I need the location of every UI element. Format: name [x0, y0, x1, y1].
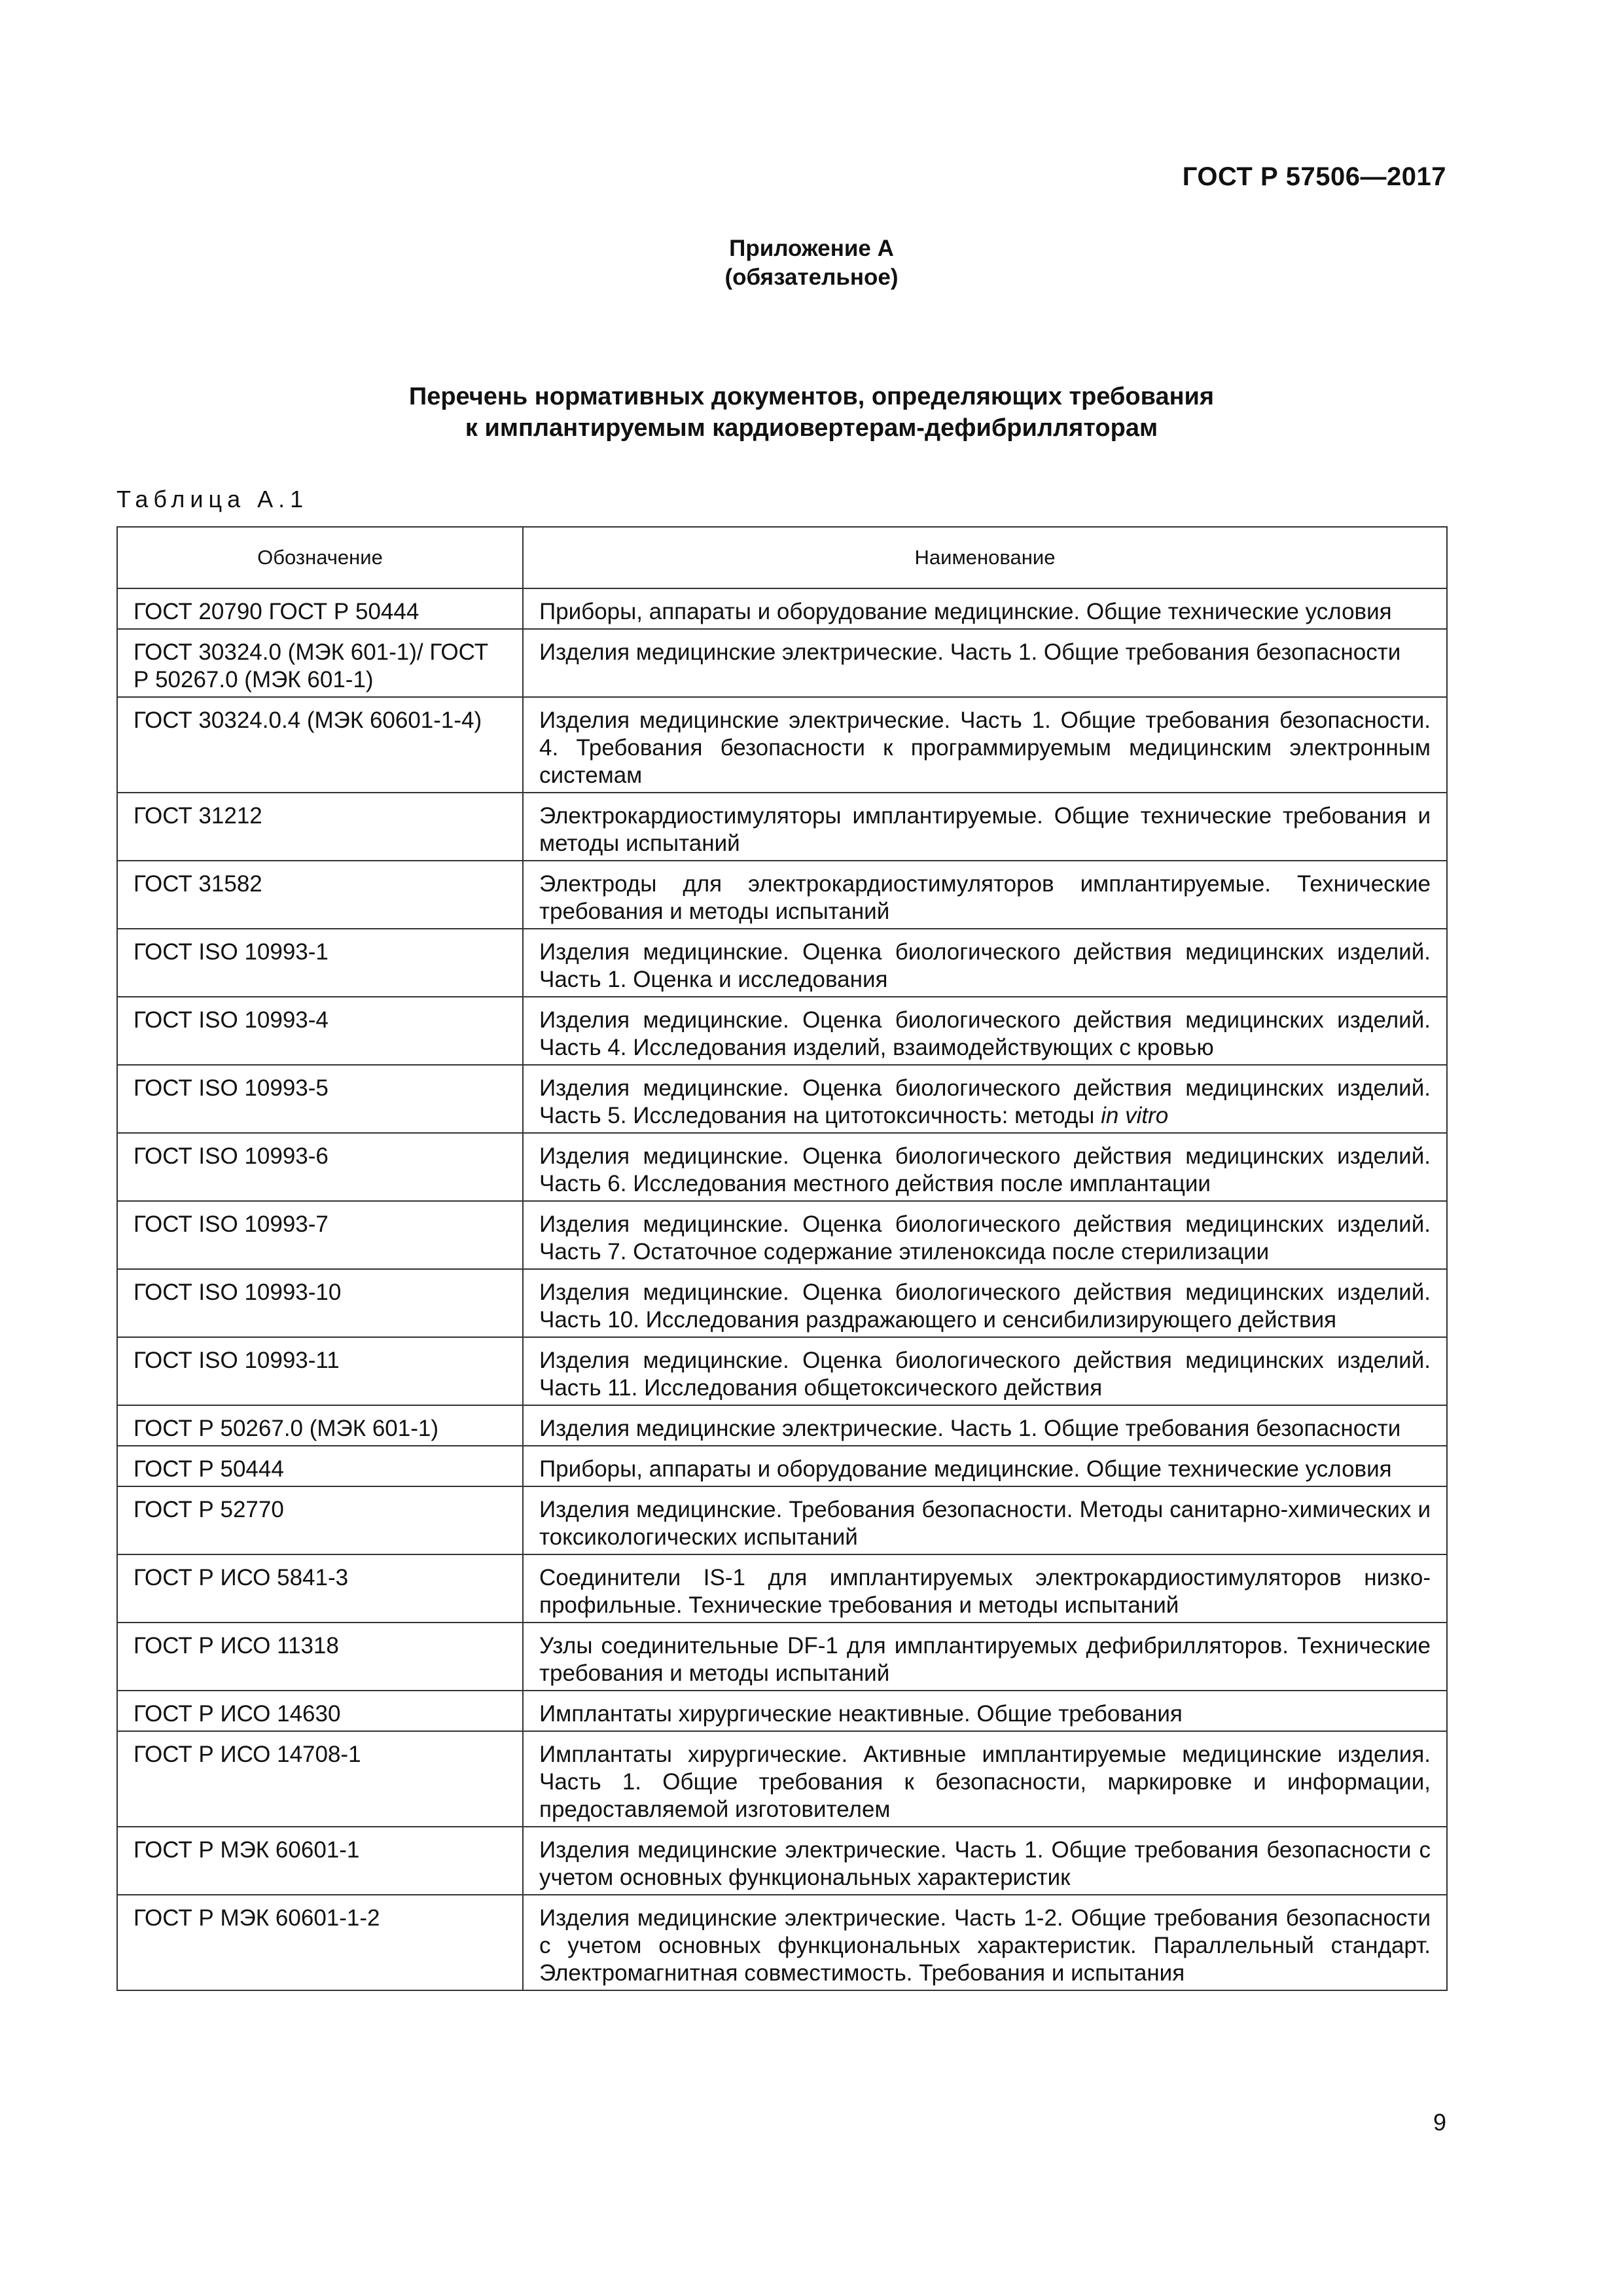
document-designation: ГОСТ ISO 10993-7: [117, 1201, 523, 1269]
document-name: [523, 1731, 1447, 1827]
document-name: [523, 929, 1447, 997]
page-title: [0, 381, 1623, 444]
table-row: [117, 1201, 1447, 1269]
document-name-text: Узлы соединительные DF-1 для имплантируемых дефибрилляторов. Технические требования и методы испытаний: [539, 1633, 1431, 1686]
document-name: [523, 1269, 1447, 1337]
document-name-text: Изделия медицинские. Оценка биологического действия медицинских изделий. Часть 1. Оценка и исследования: [539, 939, 1431, 992]
appendix-heading: [0, 234, 1623, 292]
table-row: [117, 1337, 1447, 1405]
table-row: [117, 588, 1447, 629]
header-designation: Обозначение: [117, 527, 523, 588]
document-name-italic: in vitro: [1101, 1103, 1169, 1128]
document-name-text: Изделия медицинские. Оценка биологического действия медицинских изделий. Часть 6. Исследования местного действия после имплантации: [539, 1143, 1431, 1196]
document-name: [523, 697, 1447, 793]
table-row: [117, 997, 1447, 1065]
document-name: [523, 1827, 1447, 1895]
document-name: [523, 861, 1447, 929]
table-row: [117, 1405, 1447, 1446]
title-line-1: Перечень нормативных документов, определяющих требования: [408, 383, 1215, 410]
table-row: [117, 1623, 1447, 1691]
document-name-text: Приборы, аппараты и оборудование медицинские. Общие технические условия: [539, 1456, 1392, 1482]
document-designation: ГОСТ Р ИСО 14708-1: [117, 1731, 523, 1827]
document-designation: ГОСТ Р 50267.0 (МЭК 601-1): [117, 1405, 523, 1446]
document-name: [523, 1337, 1447, 1405]
table-row: [117, 697, 1447, 793]
table-row: [117, 1895, 1447, 1990]
document-designation: ГОСТ 31582: [117, 861, 523, 929]
document-name: [523, 1405, 1447, 1446]
document-name: [523, 1446, 1447, 1486]
document-name: [523, 1691, 1447, 1731]
document-name-text: Имплантаты хирургические неактивные. Общие требования: [539, 1701, 1183, 1727]
document-designation: ГОСТ Р 52770: [117, 1486, 523, 1554]
document-name: [523, 588, 1447, 629]
document-name: [523, 1133, 1447, 1201]
document-name: [523, 1065, 1447, 1133]
table-row: [117, 1731, 1447, 1827]
document-name: [523, 1895, 1447, 1990]
document-name-text: Изделия медицинские электрические. Часть 1. Общие требования безопасности. 4. Требования безопасности к программируемым медицинским электронным системам: [539, 708, 1431, 788]
document-code: ГОСТ Р 57506—2017: [1182, 162, 1446, 191]
document-name-text: Приборы, аппараты и оборудование медицинские. Общие технические условия: [539, 599, 1392, 624]
table-row: [117, 861, 1447, 929]
table-row: [117, 793, 1447, 861]
table-row: [117, 1065, 1447, 1133]
document-name-text: Изделия медицинские электрические. Часть 1. Общие требования безопасности: [539, 1416, 1401, 1441]
document-name-text: Изделия медицинские. Оценка биологического действия медицинских изделий. Часть 4. Исследования изделий, взаимодействующих с кровью: [539, 1007, 1431, 1060]
table-row: [117, 1446, 1447, 1486]
document-name-text: Изделия медицинские электрические. Часть 1. Общие требования безопасности: [539, 639, 1401, 665]
document-designation: ГОСТ Р МЭК 60601-1: [117, 1827, 523, 1895]
table-row: [117, 1486, 1447, 1554]
document-designation: ГОСТ ISO 10993-6: [117, 1133, 523, 1201]
document-designation: ГОСТ ISO 10993-4: [117, 997, 523, 1065]
document-designation: ГОСТ ISO 10993-11: [117, 1337, 523, 1405]
table-row: [117, 1827, 1447, 1895]
document-name-text: Изделия медицинские. Требования безопасности. Методы санитарно-химических и токсикологических испытаний: [539, 1497, 1431, 1550]
document-designation: ГОСТ 31212: [117, 793, 523, 861]
table-body: [117, 588, 1447, 1990]
document-designation: ГОСТ Р 50444: [117, 1446, 523, 1486]
document-designation: ГОСТ ISO 10993-10: [117, 1269, 523, 1337]
document-designation: ГОСТ Р ИСО 5841-3: [117, 1554, 523, 1623]
document-name: [523, 1486, 1447, 1554]
appendix-label: Приложение А: [729, 236, 894, 261]
document-designation: ГОСТ Р ИСО 14630: [117, 1691, 523, 1731]
document-designation: ГОСТ 20790 ГОСТ Р 50444: [117, 588, 523, 629]
document-name-text: Имплантаты хирургические. Активные имплантируемые медицинские изделия. Часть 1. Общие требования к безопасности, маркировке и информации, предоставляемой изготовителем: [539, 1742, 1431, 1822]
document-name-text: Изделия медицинские. Оценка биологического действия медицинских изделий. Часть 11. Исследования общетоксического действия: [539, 1348, 1431, 1401]
document-name-text: Изделия медицинские. Оценка биологического действия медицинских изделий. Часть 10. Исследования раздражающего и сенсибилизирующего действия: [539, 1280, 1431, 1333]
document-name-text: Электроды для электрокардиостимуляторов имплантируемые. Технические требования и методы испытаний: [539, 871, 1431, 924]
header-name: Наименование: [523, 527, 1447, 588]
document-name-text: Изделия медицинские электрические. Часть 1. Общие требования безопасности с учетом основных функциональных характеристик: [539, 1837, 1431, 1890]
page-number: 9: [1433, 2109, 1446, 2136]
document-name-text: Изделия медицинские электрические. Часть 1-2. Общие требования безопасности с учетом основных функциональных характеристик. Параллельный стандарт. Электромагнитная совместимость. Требования и испытания: [539, 1905, 1431, 1986]
table-label: Таблица А.1: [116, 486, 309, 512]
normative-documents-table: [116, 526, 1448, 1991]
document-name: [523, 1623, 1447, 1691]
document-designation: ГОСТ 30324.0 (МЭК 601-1)/ ГОСТ Р 50267.0 (МЭК 601-1): [117, 629, 523, 697]
document-name: [523, 1554, 1447, 1623]
document-designation: ГОСТ Р МЭК 60601-1-2: [117, 1895, 523, 1990]
document-name-text: Соединители IS-1 для имплантируемых электрокардиостимуляторов низкопрофильные. Технические требования и методы испытаний: [539, 1565, 1431, 1618]
document-name-text: Изделия медицинские. Оценка биологического действия медицинских изделий. Часть 5. Исследования на цитотоксичность: методы: [539, 1075, 1431, 1128]
table-row: [117, 1554, 1447, 1623]
document-name-text: Изделия медицинские. Оценка биологического действия медицинских изделий. Часть 7. Остаточное содержание этиленоксида после стерилизации: [539, 1211, 1431, 1265]
document-name: [523, 629, 1447, 697]
document-name: [523, 793, 1447, 861]
title-line-2: к имплантируемым кардиовертерам-дефибрилляторам: [465, 414, 1158, 442]
document-name: [523, 1201, 1447, 1269]
table-row: [117, 1691, 1447, 1731]
appendix-status: (обязательное): [724, 264, 899, 290]
document-name: [523, 997, 1447, 1065]
document-name-text: Электрокардиостимуляторы имплантируемые. Общие технические требования и методы испытаний: [539, 803, 1431, 856]
table-row: [117, 629, 1447, 697]
document-designation: ГОСТ ISO 10993-5: [117, 1065, 523, 1133]
table-row: [117, 1133, 1447, 1201]
document-designation: ГОСТ ISO 10993-1: [117, 929, 523, 997]
table-header-row: [117, 527, 1447, 588]
table-row: [117, 929, 1447, 997]
document-designation: ГОСТ Р ИСО 11318: [117, 1623, 523, 1691]
table-row: [117, 1269, 1447, 1337]
document-designation: ГОСТ 30324.0.4 (МЭК 60601-1-4): [117, 697, 523, 793]
